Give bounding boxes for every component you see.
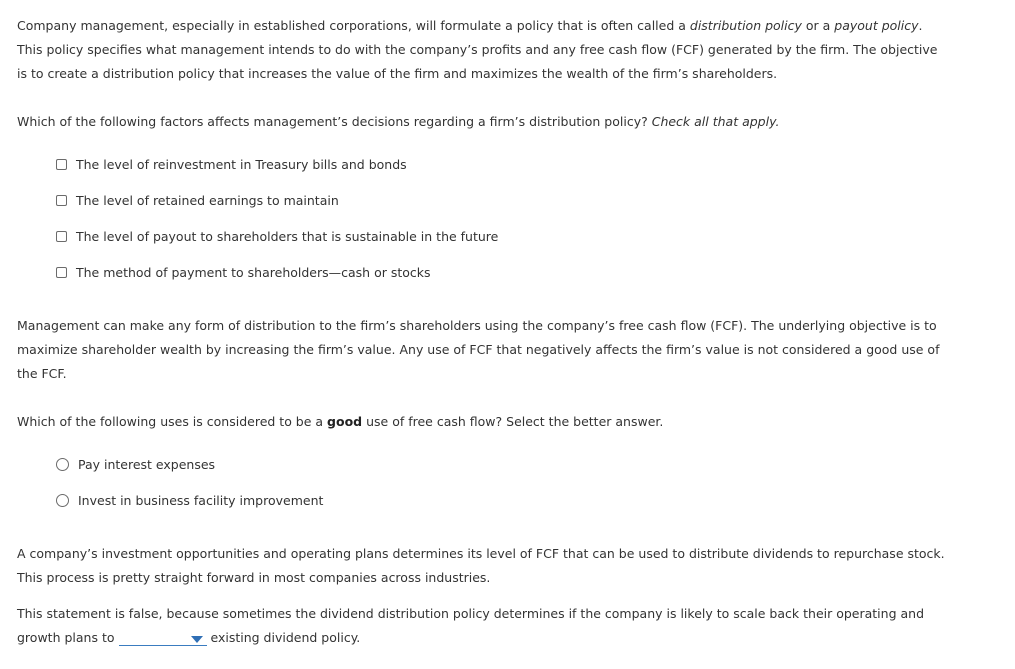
- statement-paragraph: A company’s investment opportunities and operating plans determines its level of FCF that can be used to distribute dividends to repurchase stock. This process is pretty straight forward in most companies across industries.: [17, 546, 945, 585]
- option-label: The level of reinvestment in Treasury bills and bonds: [76, 156, 407, 172]
- fcf-paragraph: Management can make any form of distribution to the firm’s shareholders using the company’s free cash flow (FCF). The underlying objective is to maximize shareholder wealth by increasing the firm’s value. Any use of FCF that negatively affects the firm’s value is not considered a good use of the FCF.: [17, 318, 940, 381]
- option-label: The level of retained earnings to maintain: [76, 192, 339, 208]
- term-distribution-policy: distribution policy: [689, 18, 802, 33]
- option-label: The method of payment to shareholders—cash or stocks: [76, 264, 431, 280]
- radio-option-interest[interactable]: [56, 455, 215, 473]
- answer-paragraph: This statement is false, because sometimes the dividend distribution policy determines if the company is likely to scale back their operating and growth plans to existing dividend policy.: [17, 606, 925, 645]
- intro-paragraph: Company management, especially in established corporations, will formulate a policy that is often called a distribution policy or a payout policy. This policy specifies what management intends to do with the company’s profits and any free cash flow (FCF) generated by the firm. The objective is to create a distribution policy that increases the value of the firm and maximizes the wealth of the firm’s shareholders.: [17, 18, 938, 81]
- emphasis-good: good: [327, 414, 363, 429]
- option-label: Pay interest expenses: [78, 456, 216, 472]
- question-2-prompt: Which of the following uses is considered to be a good use of free cash flow? Select the better answer.: [17, 414, 664, 429]
- answer-dropdown[interactable]: [119, 631, 207, 646]
- radio-option-facility[interactable]: [56, 491, 323, 509]
- option-label: The level of payout to shareholders that is sustainable in the future: [76, 228, 499, 244]
- chevron-down-icon: [191, 636, 203, 643]
- radio-button[interactable]: [56, 458, 69, 471]
- checkbox-option-treasury[interactable]: [56, 155, 407, 173]
- term-payout-policy: payout policy: [834, 18, 919, 33]
- checkbox[interactable]: [56, 231, 67, 242]
- question-1-instruction: Check all that apply.: [651, 114, 780, 129]
- question-1-prompt: Which of the following factors affects management’s decisions regarding a firm’s distribution policy? Check all that apply.: [17, 114, 780, 129]
- option-label: Invest in business facility improvement: [78, 492, 324, 508]
- checkbox-option-sustainable-payout[interactable]: [56, 227, 498, 245]
- checkbox[interactable]: [56, 159, 67, 170]
- checkbox[interactable]: [56, 267, 67, 278]
- checkbox-option-retained-earnings[interactable]: [56, 191, 339, 209]
- radio-button[interactable]: [56, 494, 69, 507]
- checkbox-option-payment-method[interactable]: [56, 263, 431, 281]
- checkbox[interactable]: [56, 195, 67, 206]
